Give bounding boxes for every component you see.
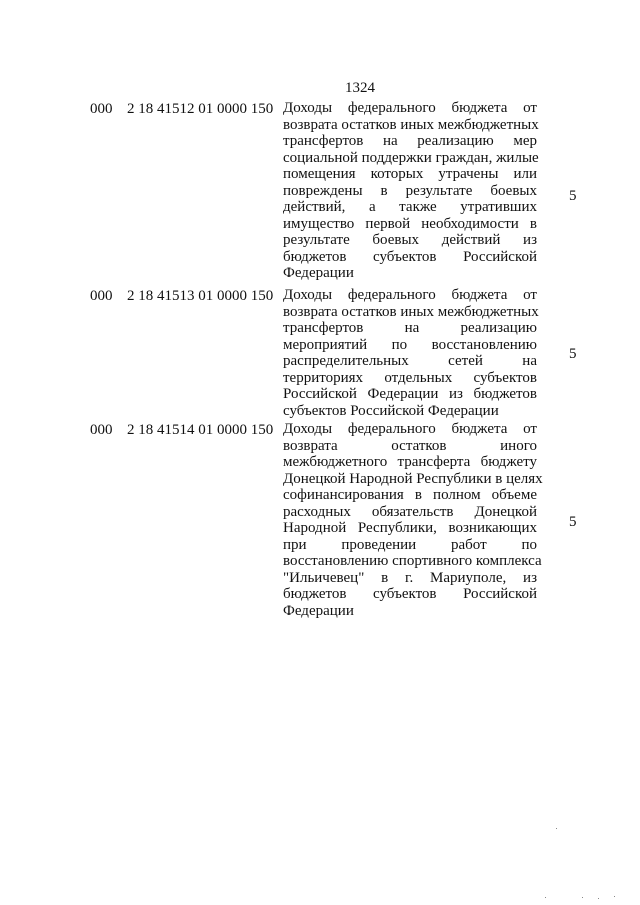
scan-speck [582,897,583,898]
description-line: действий, а также утративших [283,199,537,215]
description-line: Доходы федерального бюджета от [283,287,537,303]
description-line: Доходы федерального бюджета от [283,100,537,116]
description-line: распределительных сетей на [283,353,537,369]
budget-code: 2 18 41512 01 0000 150 [127,101,274,117]
description-line: социальной поддержки граждан, жилые [283,149,539,166]
scan-speck [614,896,615,897]
admin-code: 000 [90,288,113,304]
description-line: Федерации [283,602,354,619]
budget-code: 2 18 41514 01 0000 150 [127,422,274,438]
description-line: межбюджетного трансферта бюджету [283,454,537,470]
description-line: бюджетов субъектов Российской [283,248,537,265]
description-line: бюджетов субъектов Российской [283,586,537,602]
description-line: имущество первой необходимости в [283,215,537,232]
amount-value: 5 [569,188,577,204]
income-description [283,287,537,419]
description-line: трансфертов на реализацию мер [283,133,537,149]
description-line: при проведении работ по [283,536,537,553]
description-line: помещения которых утрачены или [283,166,537,182]
income-description [283,421,543,619]
description-line: результате боевых действий из [283,232,537,248]
description-line: возврата остатков иного [283,437,537,454]
description-line: субъектов Российской Федерации [283,402,499,419]
description-line: Донецкой Народной Республики в целях [283,470,543,487]
description-line: Народной Республики, возникающих [283,520,537,536]
description-line: Доходы федерального бюджета от [283,421,537,437]
description-line: восстановлению спортивного комплекса [283,553,542,569]
budget-code: 2 18 41513 01 0000 150 [127,288,274,304]
description-line: Российской Федерации из бюджетов [283,386,537,402]
scan-speck [545,897,546,898]
description-line: "Ильичевец" в г. Мариуполе, из [283,569,537,586]
amount-value: 5 [569,346,577,362]
income-description [283,100,537,282]
amount-value: 5 [569,514,577,530]
description-line: возврата остатков иных межбюджетных [283,303,539,320]
description-line: территориях отдельных субъектов [283,369,537,386]
description-line: мероприятий по восстановлению [283,336,537,353]
description-line: трансфертов на реализацию [283,320,537,336]
scan-speck [556,828,557,829]
description-line: Федерации [283,265,354,281]
admin-code: 000 [90,101,113,117]
admin-code: 000 [90,422,113,438]
scan-speck [598,898,599,899]
description-line: расходных обязательств Донецкой [283,503,537,520]
page-number: 1324 [345,80,375,96]
description-line: возврата остатков иных межбюджетных [283,116,539,133]
description-line: повреждены в результате боевых [283,182,537,199]
description-line: софинансирования в полном объеме [283,487,537,503]
